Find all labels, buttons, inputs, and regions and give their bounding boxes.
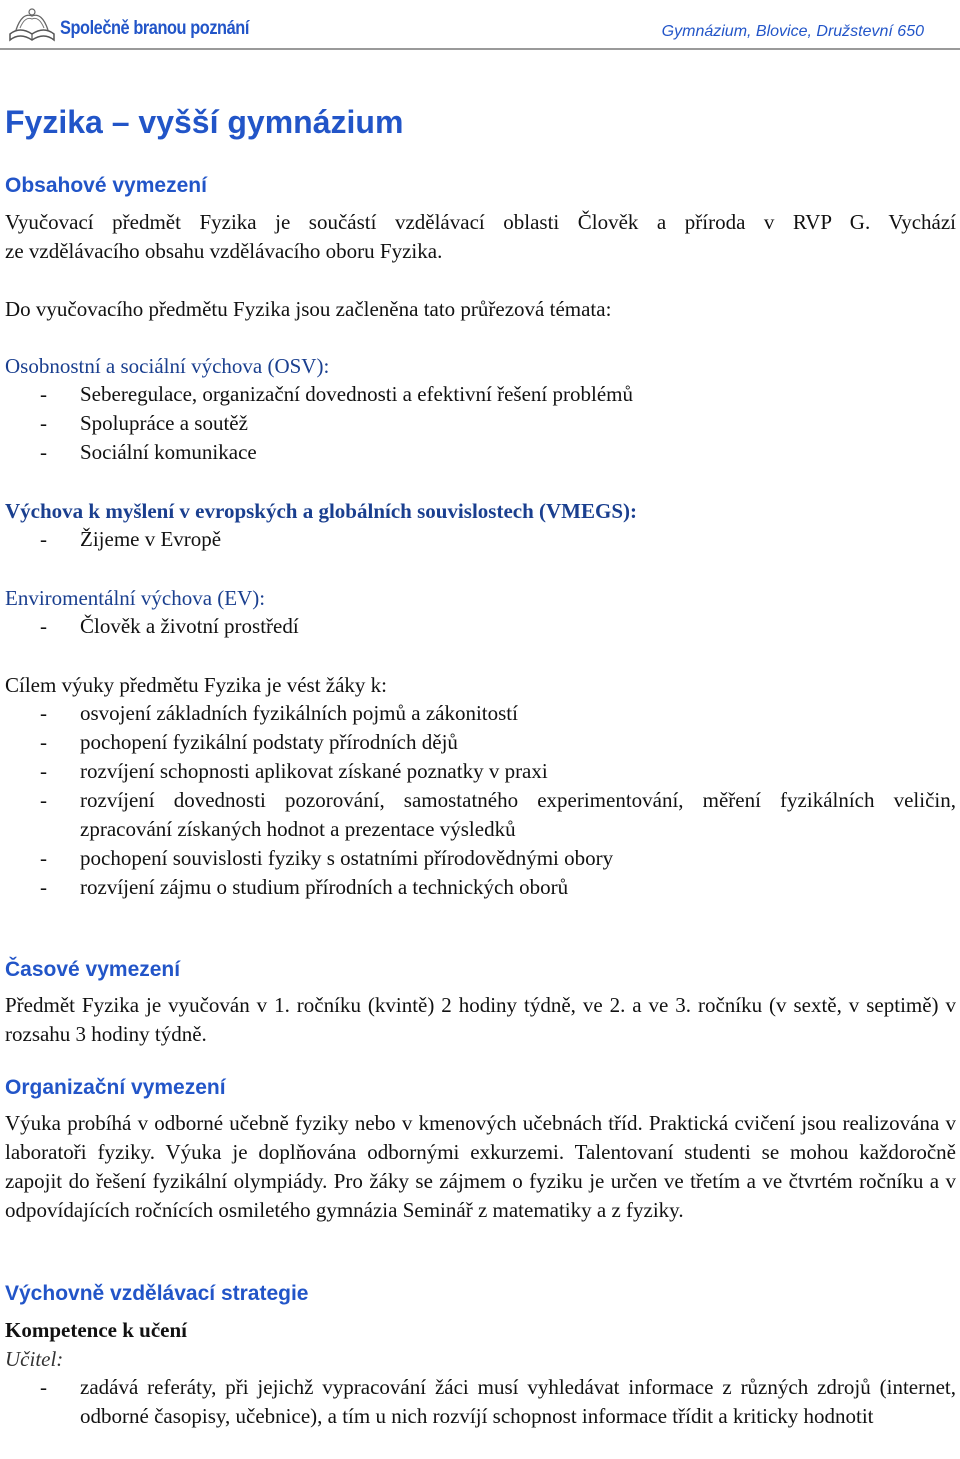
section-heading-organizacni: Organizační vymezení — [5, 1076, 226, 1099]
obsahove-paragraph-line-2: ze vzdělávacího obsahu vzdělávacího oboru Fyzika. — [5, 239, 443, 263]
school-address: Gymnázium, Blovice, Družstevní 650 — [661, 23, 924, 40]
vmegs-heading: Výchova k myšlení v evropských a globálních souvislostech (VMEGS): — [5, 499, 637, 523]
list-item: - pochopení fyzikální podstaty přírodních dějů — [40, 730, 458, 754]
list-item: - Člověk a životní prostředí — [40, 614, 299, 638]
section-heading-strategie: Výchovně vzdělávací strategie — [5, 1282, 309, 1305]
competence-heading: Kompetence k učení — [5, 1318, 187, 1342]
obsahove-paragraph-line-1: Vyučovací předmět Fyzika je součástí vzdělávací oblasti Člověk a příroda v RVP G. Vychází — [5, 210, 956, 234]
list-item: - rozvíjení schopnosti aplikovat získané poznatky v praxi — [40, 759, 548, 783]
logo-text: Společně branou poznání — [60, 18, 249, 39]
organizacni-paragraph: Výuka probíhá v odborné učebně fyziky nebo v kmenových učebnách tříd. Praktická cvičení jsou realizována v laboratoři fyziky. Výuka je doplňována odbornými exkurzemi. Talentovaní studenti se mohou každoročně zapojit do řešení fyzikální olympiády. Pro žáky se zájmem o fyziku je určen ve třetím a ve čtvrtém ročníku a v odpovídajících ročnících osmiletého gymnázia Seminář z matematiky a z fyziky. — [5, 1111, 956, 1222]
section-heading-casove: Časové vymezení — [5, 958, 181, 981]
cross-topics-intro: Do vyučovacího předmětu Fyzika jsou začleněna tato průřezová témata: — [5, 297, 612, 321]
list-item: - Spolupráce a soutěž — [40, 411, 248, 435]
osv-heading: Osobnostní a sociální výchova (OSV): — [5, 354, 330, 378]
teacher-label: Učitel: — [5, 1347, 64, 1371]
list-item: - Seberegulace, organizační dovednosti a efektivní řešení problémů — [40, 382, 633, 406]
header-divider — [0, 48, 960, 50]
goals-intro: Cílem výuky předmětu Fyzika je vést žáky k: — [5, 673, 387, 697]
list-item: - pochopení souvislosti fyziky s ostatními přírodovědnými obory — [40, 846, 614, 870]
ev-heading: Enviromentální výchova (EV): — [5, 586, 266, 610]
book-logo-icon — [6, 4, 58, 46]
casove-paragraph: Předmět Fyzika je vyučován v 1. ročníku (kvintě) 2 hodiny týdně, ve 2. a ve 3. ročníku (v sextě, v septimě) v rozsahu 3 hodiny týdně. — [5, 993, 956, 1046]
list-item: - rozvíjení dovednosti pozorování, samostatného experimentování, měření fyzikálních veličin, zpracování získaných hodnot a prezentace výsledků — [40, 788, 956, 841]
list-item: - zadává referáty, při jejichž vypracování žáci musí vyhledávat informace z různých zdrojů (internet, odborné časopisy, učebnice), a tím u nich rozvíjí schopnost informace třídit a kriticky hodnotit — [40, 1375, 956, 1428]
page-header — [0, 0, 960, 50]
list-item: - Sociální komunikace — [40, 440, 257, 464]
page-title: Fyzika – vyšší gymnázium — [5, 104, 404, 140]
list-item: - osvojení základních fyzikálních pojmů a zákonitostí — [40, 701, 518, 725]
list-item: - Žijeme v Evropě — [40, 527, 222, 551]
list-item: - rozvíjení zájmu o studium přírodních a technických oborů — [40, 875, 569, 899]
section-heading-obsahove: Obsahové vymezení — [5, 174, 207, 197]
